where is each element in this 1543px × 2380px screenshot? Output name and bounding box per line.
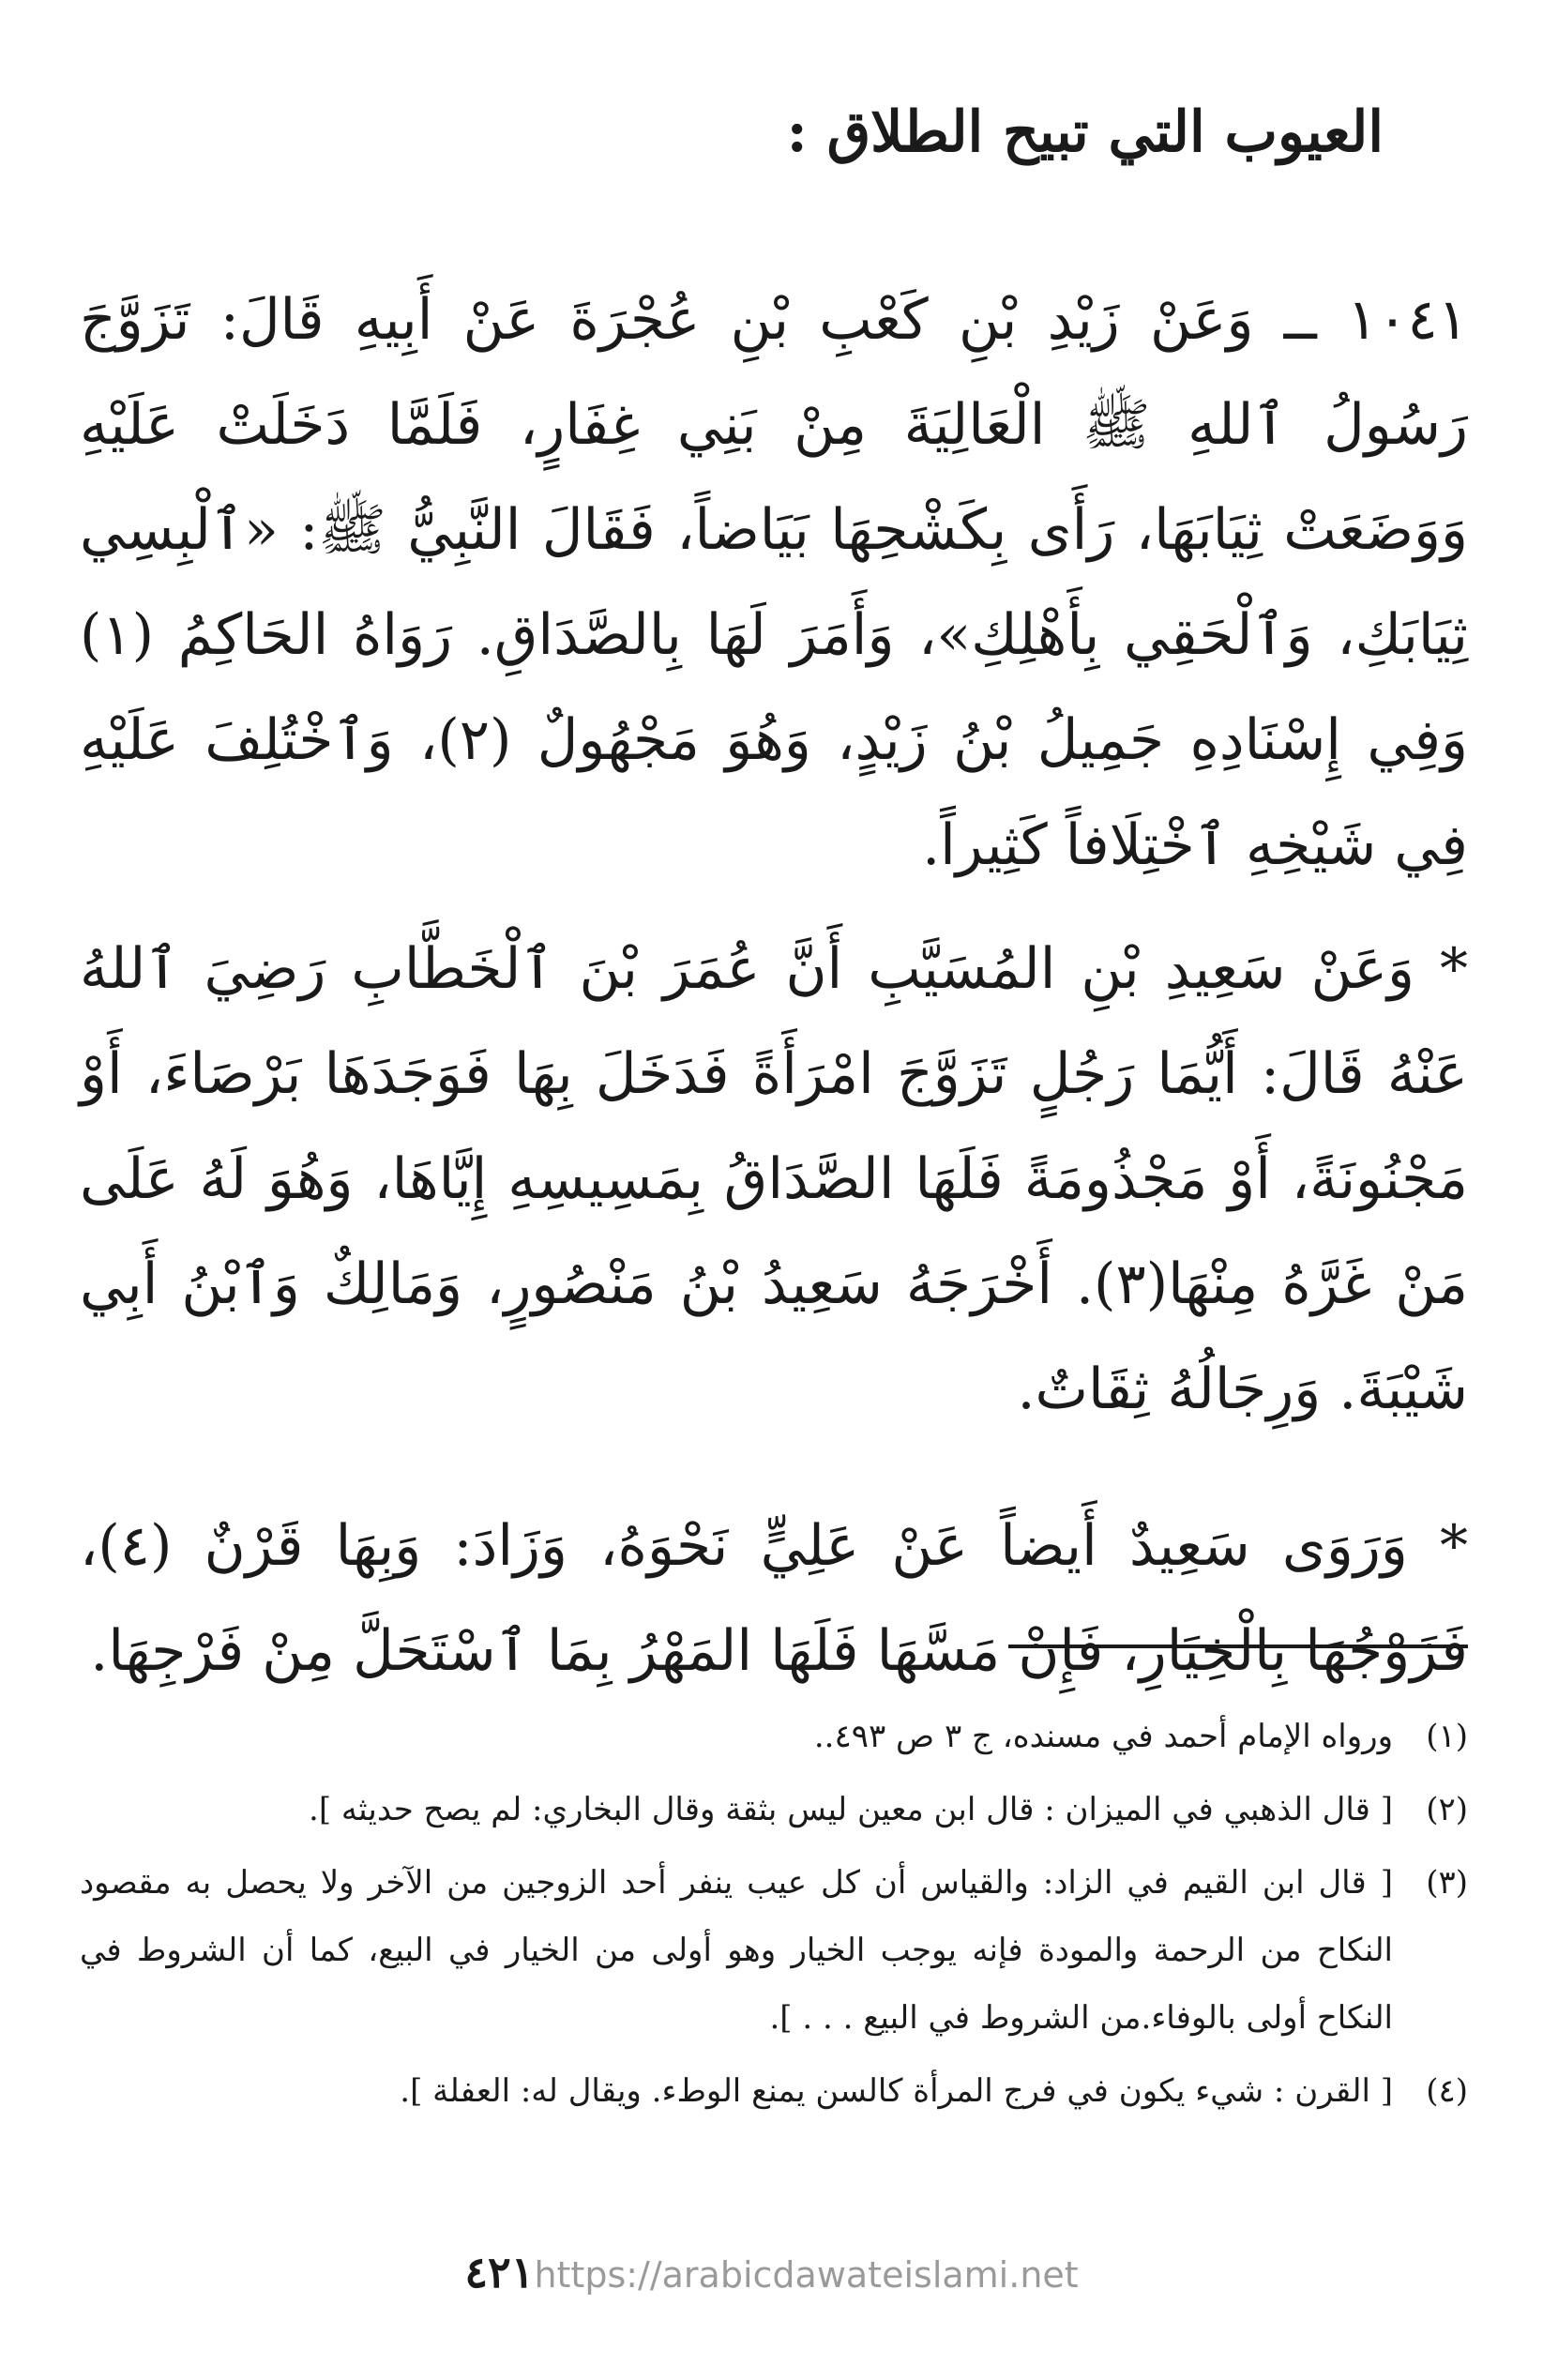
footnote-text: [ القرن : شيء يكون في فرج المرأة كالسن يمنع الوطء. ويقال له: العفلة ]. <box>400 2072 1393 2110</box>
page-number: ٤٢١ <box>464 2247 535 2297</box>
footnote-1 <box>80 1703 1468 1770</box>
footnote-text: [ قال الذهبي في الميزان : قال ابن معين ليس بثقة وقال البخاري: لم يصح حديثه ]. <box>309 1791 1393 1828</box>
footnote-number: (١) <box>1426 1718 1468 1755</box>
source-watermark: https://arabicdawateislami.net <box>534 2254 1079 2296</box>
footnote-2 <box>80 1776 1468 1843</box>
section-heading: العيوب التي تبيح الطلاق : <box>786 99 1384 165</box>
page-footer <box>0 2247 1543 2297</box>
footnote-number: (٣) <box>1426 1864 1468 1902</box>
footnote-number: (٤) <box>1426 2072 1468 2110</box>
footnotes <box>80 1703 1468 2130</box>
hadith-paragraph-1041: ١٠٤١ ــ وَعَنْ زَيْدِ بْنِ كَعْبِ بْنِ عُجْرَةَ عَنْ أَبِيهِ قَالَ: تَزَوَّجَ رَسُولُ ٱللهِ ﷺ الْعَالِيَةَ مِنْ بَنِي غِفَارٍ، فَلَمَّا دَخَلَتْ عَلَيْهِ وَوَضَعَتْ ثِيَابَهَا، رَأَى بِكَشْحِهَا بَيَاضاً، فَقَالَ النَّبِيُّ ﷺ: «ٱلْبِسِي ثِيَابَكِ، وَٱلْحَقِي بِأَهْلِكِ»، وَأَمَرَ لَهَا بِالصَّدَاقِ. رَوَاهُ الحَاكِمُ (١) وَفِي إِسْنَادِهِ جَمِيلُ بْنُ زَيْدٍ، وَهُوَ مَجْهُولٌ (٢)، وَٱخْتُلِفَ عَلَيْهِ فِي شَيْخِهِ ٱخْتِلَافاً كَثِيراً. <box>80 287 1468 878</box>
footnote-separator <box>1008 1645 1468 1648</box>
main-text <box>80 267 1468 1704</box>
footnote-3 <box>80 1849 1468 2052</box>
footnote-text: [ قال ابن القيم في الزاد: والقياس أن كل عيب ينفر أحد الزوجين من الآخر ولا يحصل به مقصود النكاح من الرحمة والمودة فإنه يوجب الخيار وهو أولى من الخيار في البيع، كما أن الشروط في النكاح أولى بالوفاء.من الشروط في البيع . . . ]. <box>80 1864 1393 2037</box>
footnote-number: (٢) <box>1426 1791 1468 1828</box>
footnote-text: ورواه الإمام أحمد في مسنده، ج ٣ ص ٤٩٣.. <box>813 1718 1393 1755</box>
hadith-paragraph-ali: * وَرَوَى سَعِيدٌ أَيضاً عَنْ عَلِيٍّ نَحْوَهُ، وَزَادَ: وَبِهَا قَرْنٌ (٤)، فَزَوْجُهَا بِالْخِيَارِ، فَإِنْ مَسَّهَا فَلَهَا المَهْرُ بِمَا ٱسْتَحَلَّ مِنْ فَرْجِهَا. <box>80 1513 1468 1684</box>
hadith-paragraph-umar: * وَعَنْ سَعِيدِ بْنِ المُسَيَّبِ أَنَّ عُمَرَ بْنَ ٱلْخَطَّابِ رَضِيَ ٱللهُ عَنْهُ قَالَ: أَيُّمَا رَجُلٍ تَزَوَّجَ امْرَأَةً فَدَخَلَ بِهَا فَوَجَدَهَا بَرْصَاءَ، أَوْ مَجْنُونَةً، أَوْ مَجْذُومَةً فَلَهَا الصَّدَاقُ بِمَسِيسِهِ إِيَّاهَا، وَهُوَ لَهُ عَلَى مَنْ غَرَّهُ مِنْهَا(٣). أَخْرَجَهُ سَعِيدُ بْنُ مَنْصُورٍ، وَمَالِكٌ وَٱبْنُ أَبِي شَيْبَةَ. وَرِجَالُهُ ثِقَاتٌ. <box>80 936 1469 1422</box>
footnote-4 <box>80 2057 1468 2125</box>
